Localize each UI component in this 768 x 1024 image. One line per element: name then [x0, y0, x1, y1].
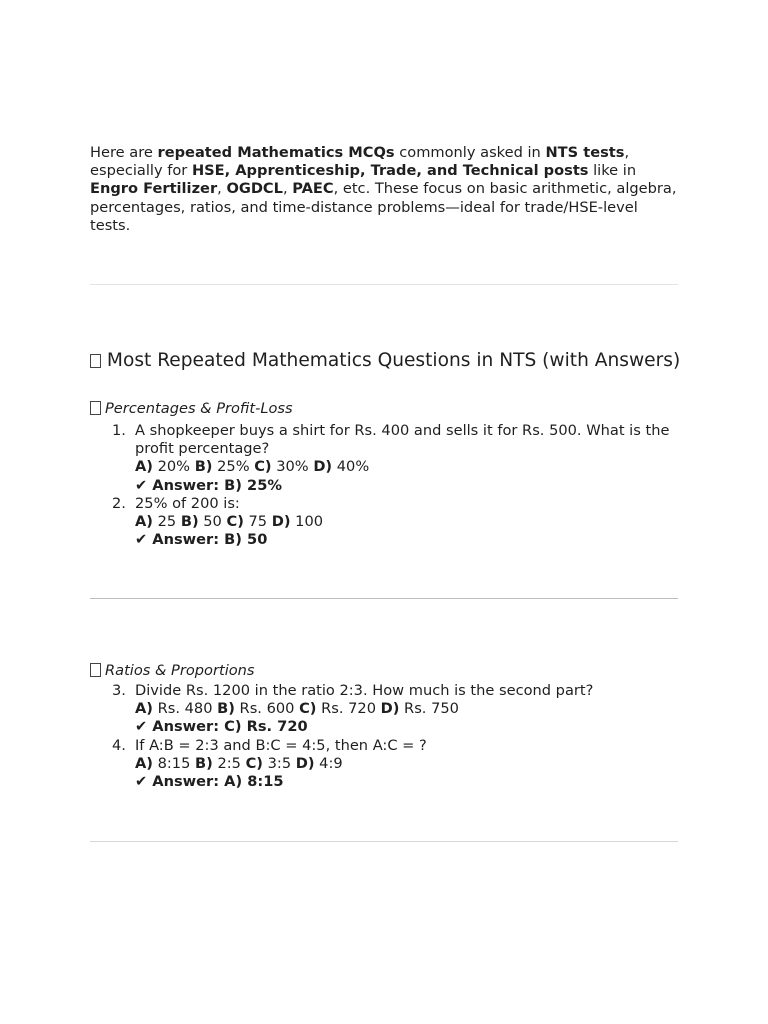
option-label: A) [135, 754, 153, 772]
divider [90, 598, 678, 599]
intro-text: like in [588, 162, 637, 180]
question-text: A shopkeeper buys a shirt for Rs. 400 and sells it for Rs. 500. What is the profit percentage? [135, 422, 670, 458]
question-options [135, 513, 675, 531]
option-label: A) [135, 700, 153, 718]
option-label: D) [313, 458, 333, 476]
subsection-title-text: Ratios & Proportions [105, 662, 255, 679]
divider [90, 841, 678, 842]
option-value: 25% [212, 458, 255, 476]
question-text: If A:B = 2:3 and B:C = 4:5, then A:C = ? [135, 736, 427, 754]
option-label: B) [195, 754, 213, 772]
question-item [0, 422, 675, 495]
section-heading-text: Most Repeated Mathematics Questions in NTS (with Answers) [106, 350, 681, 371]
option-label: D) [295, 754, 315, 772]
question-number: 2. [112, 494, 126, 512]
option-label: C) [245, 754, 263, 772]
question-number: 4. [112, 736, 126, 754]
section-heading [90, 348, 690, 374]
tofu-glyph-icon [90, 662, 105, 680]
option-label: C) [254, 458, 272, 476]
option-label: C) [226, 513, 244, 531]
option-label: B) [217, 700, 235, 718]
option-value: 25 [152, 513, 181, 531]
option-value: 2:5 [212, 754, 246, 772]
tofu-glyph-icon [90, 354, 101, 368]
option-value: 3:5 [262, 754, 296, 772]
option-value: Rs. 750 [399, 700, 459, 718]
option-label: C) [299, 700, 317, 718]
option-value: Rs. 600 [234, 700, 300, 718]
option-value: 20% [152, 458, 195, 476]
question-item [0, 682, 675, 737]
intro-text: , etc. These focus on basic arithmetic, algebra, percentages, ratios, and time-distance problems—ideal for trade/HSE-level tests. [90, 180, 677, 234]
option-label: D) [271, 513, 291, 531]
question-options [135, 700, 675, 718]
subsection-title [90, 400, 293, 418]
option-label: B) [180, 513, 199, 531]
option-value: Rs. 720 [316, 700, 381, 718]
question-answer: ✔ Answer: C) Rs. 720 [135, 718, 308, 736]
intro-bold: repeated Mathematics MCQs [157, 144, 395, 161]
question-list [0, 682, 675, 791]
option-label: A) [135, 458, 153, 476]
intro-bold: HSE, Apprenticeship, Trade, and Technical posts [191, 162, 589, 180]
tofu-glyph-icon [90, 400, 105, 418]
option-value: 75 [243, 513, 272, 531]
question-number: 3. [112, 682, 126, 699]
intro-bold: PAEC [292, 180, 334, 198]
intro-text: , [217, 180, 227, 198]
question-options [135, 458, 675, 476]
question-answer: ✔ Answer: B) 25% [135, 476, 282, 494]
question-item [0, 737, 675, 792]
intro-text: , [282, 180, 293, 198]
option-label: A) [135, 513, 153, 531]
option-value: 100 [290, 513, 324, 531]
intro-paragraph [90, 144, 680, 235]
subsection-title [90, 662, 255, 680]
question-number: 1. [112, 422, 126, 439]
intro-bold: NTS tests [545, 144, 625, 161]
intro-text: commonly asked in [394, 144, 546, 161]
option-value: 30% [271, 458, 314, 476]
question-item [0, 495, 675, 550]
question-text: Divide Rs. 1200 in the ratio 2:3. How much is the second part? [135, 682, 594, 699]
question-answer: ✔ Answer: B) 50 [135, 531, 268, 549]
question-options [135, 755, 675, 773]
question-list [0, 422, 675, 549]
question-answer: ✔ Answer: A) 8:15 [135, 773, 284, 791]
intro-text: Here are [90, 144, 158, 161]
divider [90, 284, 678, 285]
option-value: 50 [198, 513, 227, 531]
option-value: 40% [332, 458, 370, 476]
intro-text: , especially for [90, 144, 630, 180]
intro-bold: OGDCL [226, 180, 283, 198]
intro-bold: Engro Fertilizer [90, 180, 218, 198]
option-label: D) [380, 700, 400, 718]
option-value: 8:15 [152, 754, 196, 772]
question-text: 25% of 200 is: [135, 494, 240, 512]
option-label: B) [194, 458, 213, 476]
option-value: Rs. 480 [152, 700, 218, 718]
subsection-title-text: Percentages & Profit-Loss [105, 400, 293, 417]
option-value: 4:9 [314, 754, 343, 772]
